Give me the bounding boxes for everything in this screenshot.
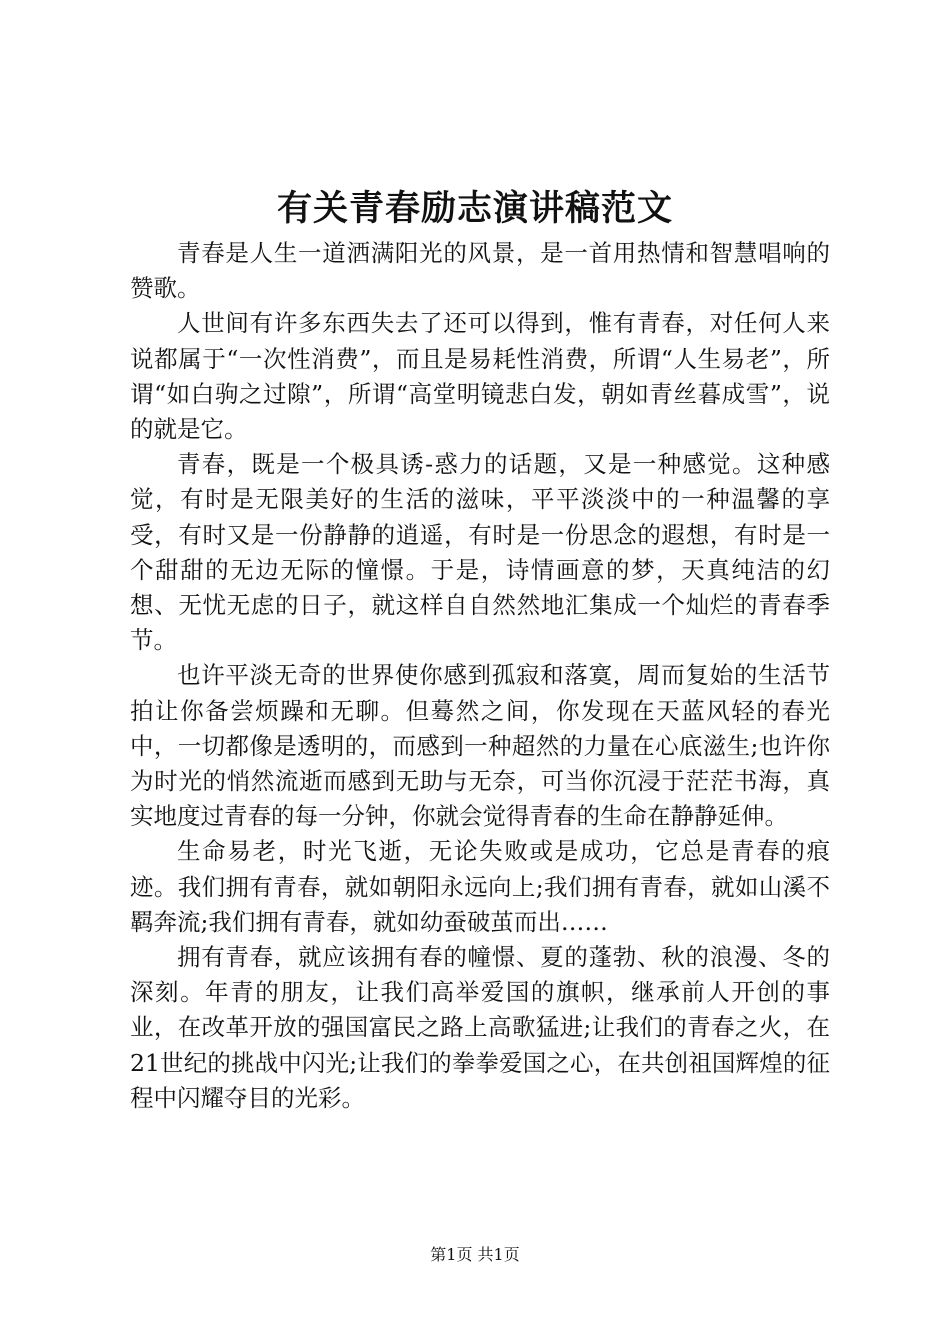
paragraph: 青春，既是一个极具诱-惑力的话题，又是一种感觉。这种感觉，有时是无限美好的生活的滋味，平平淡淡中的一种温馨的享受，有时又是一份静静的逍遥，有时是一份思念的遐想，有时是一个甜甜的无边无际的憧憬。于是，诗情画意的梦，天真纯洁的幻想、无忧无虑的日子，就这样自自然然地汇集成一个灿烂的青春季节。 <box>130 450 830 655</box>
paragraph: 人世间有许多东西失去了还可以得到，惟有青春，对任何人来说都属于“一次性消费”，而且是易耗性消费，所谓“人生易老”，所谓“如白驹之过隙”，所谓“高堂明镜悲白发，朝如青丝暮成雪”，说的就是它。 <box>130 309 830 444</box>
paragraph: 生命易老，时光飞逝，无论失败或是成功，它总是青春的痕迹。我们拥有青春，就如朝阳永远向上;我们拥有青春，就如山溪不羁奔流;我们拥有青春，就如幼蚕破茧而出…… <box>130 837 830 936</box>
paragraph: 也许平淡无奇的世界使你感到孤寂和落寞，周而复始的生活节拍让你备尝烦躁和无聊。但蓦然之间，你发现在天蓝风轻的春光中，一切都像是透明的，而感到一种超然的力量在心底滋生;也许你为时光的悄然流逝而感到无助与无奈，可当你沉浸于茫茫书海，真实地度过青春的每一分钟，你就会觉得青春的生命在静静延伸。 <box>130 661 830 831</box>
document-title: 有关青春励志演讲稿范文 <box>276 188 673 229</box>
paragraph: 青春是人生一道洒满阳光的风景，是一首用热情和智慧唱响的赞歌。 <box>130 239 830 303</box>
paragraph: 拥有青春，就应该拥有春的幢憬、夏的蓬勃、秋的浪漫、冬的深刻。年青的朋友，让我们高举爱国的旗帜，继承前人开创的事业，在改革开放的强国富民之路上高歌猛进;让我们的青春之火，在21世纪的挑战中闪光;让我们的拳拳爱国之心，在共创祖国辉煌的征程中闪耀夺目的光彩。 <box>130 943 830 1112</box>
page-footer: 第1页 共1页 <box>430 1245 520 1264</box>
document-body <box>130 236 830 1116</box>
